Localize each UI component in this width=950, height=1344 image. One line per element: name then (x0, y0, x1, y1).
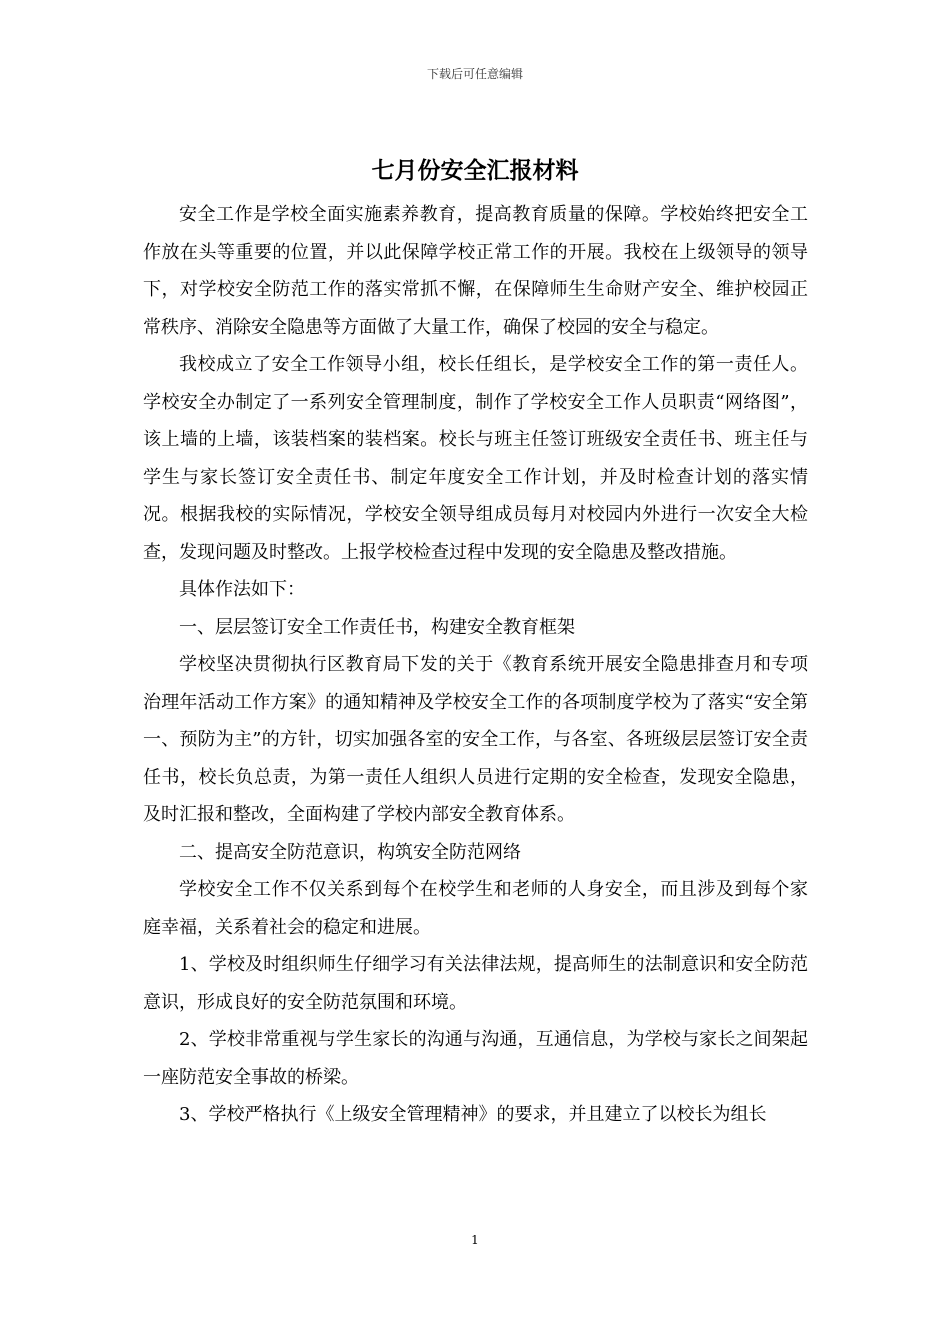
paragraph-section-1: 学校坚决贯彻执行区教育局下发的关于《教育系统开展安全隐患排查月和专项治理年活动工作方案》的通知精神及学校安全工作的各项制度学校为了落实“安全第一、预防为主”的方针，切实加强各室的安全工作，与各室、各班级层层签订安全责任书，校长负总责，为第一责任人组织人员进行定期的安全检查，发现安全隐患，及时汇报和整改，全面构建了学校内部安全教育体系。 (143, 654, 808, 825)
list-item-2: 2、学校非常重视与学生家长的沟通与沟通，互通信息，为学校与家长之间架起一座防范安全事故的桥梁。 (143, 1029, 808, 1088)
section-heading-1: 一、层层签订安全工作责任书，构建安全教育框架 (179, 616, 575, 638)
page-number: 1 (471, 1233, 479, 1247)
paragraph-intro: 安全工作是学校全面实施素养教育，提高教育质量的保障。学校始终把安全工作放在头等重要的位置，并以此保障学校正常工作的开展。我校在上级领导的领导下，对学校安全防范工作的落实常抓不懈，在保障师生生命财产安全、维护校园正常秩序、消除安全隐患等方面做了大量工作，确保了校园的安全与稳定。 (143, 204, 808, 338)
paragraph-section-2: 学校安全工作不仅关系到每个在校学生和老师的人身安全，而且涉及到每个家庭幸福，关系着社会的稳定和进展。 (143, 879, 808, 938)
paragraph-methods-intro: 具体作法如下： (179, 579, 305, 600)
list-item-1: 1、学校及时组织师生仔细学习有关法律法规，提高师生的法制意识和安全防范意识，形成良好的安全防范氛围和环境。 (143, 954, 808, 1013)
document-body (143, 196, 808, 1134)
section-heading-2: 二、提高安全防范意识，构筑安全防范网络 (179, 841, 521, 863)
paragraph-leadership: 我校成立了安全工作领导小组，校长任组长，是学校安全工作的第一责任人。学校安全办制定了一系列安全管理制度，制作了学校安全工作人员职责“网络图”，该上墙的上墙，该装档案的装档案。校长与班主任签订班级安全责任书、班主任与学生与家长签订安全责任书、制定年度安全工作计划，并及时检查计划的落实情况。根据我校的实际情况，学校安全领导组成员每月对校园内外进行一次安全大检查，发现问题及时整改。上报学校检查过程中发现的安全隐患及整改措施。 (143, 354, 808, 563)
page-title: 七月份安全汇报材料 (371, 157, 579, 184)
list-item-3: 3、学校严格执行《上级安全管理精神》的要求，并且建立了以校长为组长 (179, 1104, 767, 1125)
header-note: 下载后可任意编辑 (426, 67, 523, 81)
